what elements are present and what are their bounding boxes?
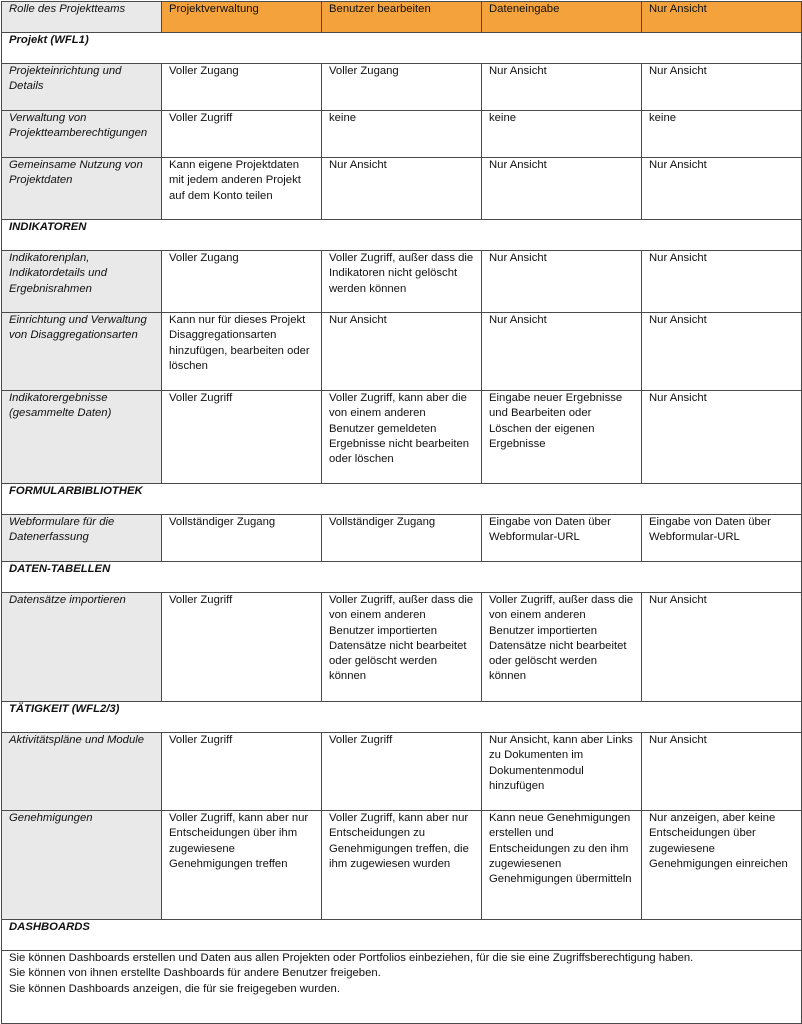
section-row	[2, 920, 802, 951]
cell-projektverwaltung: Voller Zugriff	[162, 111, 322, 158]
header-col-benutzer-bearbeiten: Benutzer bearbeiten	[322, 2, 482, 33]
cell-projektverwaltung: Voller Zugang	[162, 251, 322, 313]
cell-dateneingabe: Nur Ansicht, kann aber Links zu Dokumenten im Dokumentenmodul hinzufügen	[482, 733, 642, 811]
header-col-dateneingabe: Dateneingabe	[482, 2, 642, 33]
cell-dateneingabe: Eingabe neuer Ergebnisse und Bearbeiten oder Löschen der eigenen Ergebnisse	[482, 391, 642, 484]
cell-dateneingabe: Kann neue Genehmigungen erstellen und Entscheidungen zu den ihm zugewiesenen Genehmigungen übermitteln	[482, 811, 642, 920]
cell-nur-ansicht: Nur anzeigen, aber keine Entscheidungen über zugewiesene Genehmigungen einreichen	[642, 811, 802, 920]
cell-nur-ansicht: Nur Ansicht	[642, 64, 802, 111]
section-title-dashboards: DASHBOARDS	[2, 920, 802, 951]
cell-benutzer-bearbeiten: Voller Zugriff, außer dass die von einem anderen Benutzer importierten Datensätze nicht bearbeitet oder gelöscht werden können	[322, 593, 482, 702]
cell-projektverwaltung: Voller Zugriff	[162, 593, 322, 702]
header-col-projektverwaltung: Projektverwaltung	[162, 2, 322, 33]
table-row	[2, 593, 802, 702]
cell-nur-ansicht: keine	[642, 111, 802, 158]
cell-projektverwaltung: Vollständiger Zugang	[162, 515, 322, 562]
cell-projektverwaltung: Kann eigene Projektdaten mit jedem anderen Projekt auf dem Konto teilen	[162, 158, 322, 220]
cell-dateneingabe: keine	[482, 111, 642, 158]
cell-nur-ansicht: Nur Ansicht	[642, 733, 802, 811]
dashboards-description	[2, 951, 802, 1024]
cell-dateneingabe: Nur Ansicht	[482, 313, 642, 391]
table-row	[2, 64, 802, 111]
section-row	[2, 220, 802, 251]
dashboards-line: Sie können Dashboards erstellen und Daten aus allen Projekten oder Portfolios einbeziehen, für die sie eine Zugriffsberechtigung haben.	[9, 952, 694, 964]
section-row	[2, 562, 802, 593]
cell-benutzer-bearbeiten: Voller Zugriff, außer dass die Indikatoren nicht gelöscht werden können	[322, 251, 482, 313]
cell-dateneingabe: Eingabe von Daten über Webformular-URL	[482, 515, 642, 562]
cell-dateneingabe: Voller Zugriff, außer dass die von einem anderen Benutzer importierten Datensätze nicht bearbeitet oder gelöscht werden können	[482, 593, 642, 702]
row-label: Aktivitätspläne und Module	[2, 733, 162, 811]
table-row	[2, 111, 802, 158]
row-label: Indikatorergebnisse (gesammelte Daten)	[2, 391, 162, 484]
cell-projektverwaltung: Voller Zugriff	[162, 391, 322, 484]
dashboards-row	[2, 951, 802, 1024]
section-title-projekt: Projekt (WFL1)	[2, 33, 802, 64]
row-label: Webformulare für die Datenerfassung	[2, 515, 162, 562]
cell-projektverwaltung: Voller Zugriff	[162, 733, 322, 811]
header-row	[2, 2, 802, 33]
cell-dateneingabe: Nur Ansicht	[482, 158, 642, 220]
cell-benutzer-bearbeiten: Voller Zugriff, kann aber die von einem anderen Benutzer gemeldeten Ergebnisse nicht bearbeiten oder löschen	[322, 391, 482, 484]
cell-nur-ansicht: Nur Ansicht	[642, 251, 802, 313]
header-role: Rolle des Projektteams	[2, 2, 162, 33]
row-label: Datensätze importieren	[2, 593, 162, 702]
cell-nur-ansicht: Nur Ansicht	[642, 313, 802, 391]
cell-nur-ansicht: Nur Ansicht	[642, 391, 802, 484]
permissions-table	[1, 1, 802, 1024]
section-title-indikatoren: INDIKATOREN	[2, 220, 802, 251]
cell-nur-ansicht: Nur Ansicht	[642, 593, 802, 702]
cell-dateneingabe: Nur Ansicht	[482, 251, 642, 313]
row-label: Einrichtung und Verwaltung von Disaggregationsarten	[2, 313, 162, 391]
table-row	[2, 515, 802, 562]
row-label: Genehmigungen	[2, 811, 162, 920]
cell-benutzer-bearbeiten: Voller Zugriff	[322, 733, 482, 811]
row-label: Indikatorenplan, Indikatordetails und Ergebnisrahmen	[2, 251, 162, 313]
cell-projektverwaltung: Voller Zugang	[162, 64, 322, 111]
cell-nur-ansicht: Nur Ansicht	[642, 158, 802, 220]
cell-projektverwaltung: Voller Zugriff, kann aber nur Entscheidungen über ihm zugewiesene Genehmigungen treffen	[162, 811, 322, 920]
section-title-formularbibliothek: FORMULARBIBLIOTHEK	[2, 484, 802, 515]
table-row	[2, 733, 802, 811]
cell-dateneingabe: Nur Ansicht	[482, 64, 642, 111]
section-row	[2, 702, 802, 733]
cell-benutzer-bearbeiten: Voller Zugriff, kann aber nur Entscheidungen zu Genehmigungen treffen, die ihm zugewiesen wurden	[322, 811, 482, 920]
section-row	[2, 484, 802, 515]
cell-benutzer-bearbeiten: Nur Ansicht	[322, 313, 482, 391]
cell-projektverwaltung: Kann nur für dieses Projekt Disaggregationsarten hinzufügen, bearbeiten oder löschen	[162, 313, 322, 391]
row-label: Verwaltung von Projektteamberechtigungen	[2, 111, 162, 158]
cell-benutzer-bearbeiten: keine	[322, 111, 482, 158]
cell-benutzer-bearbeiten: Nur Ansicht	[322, 158, 482, 220]
row-label: Gemeinsame Nutzung von Projektdaten	[2, 158, 162, 220]
section-title-taetigkeit: TÄTIGKEIT (WFL2/3)	[2, 702, 802, 733]
table-row	[2, 811, 802, 920]
cell-nur-ansicht: Eingabe von Daten über Webformular-URL	[642, 515, 802, 562]
cell-benutzer-bearbeiten: Vollständiger Zugang	[322, 515, 482, 562]
cell-benutzer-bearbeiten: Voller Zugang	[322, 64, 482, 111]
section-row	[2, 33, 802, 64]
table-row	[2, 313, 802, 391]
header-col-nur-ansicht: Nur Ansicht	[642, 2, 802, 33]
table-row	[2, 251, 802, 313]
table-row	[2, 391, 802, 484]
table-row	[2, 158, 802, 220]
row-label: Projekteinrichtung und Details	[2, 64, 162, 111]
section-title-daten-tabellen: DATEN-TABELLEN	[2, 562, 802, 593]
dashboards-line: Sie können Dashboards anzeigen, die für sie freigegeben wurden.	[9, 982, 340, 995]
dashboards-line: Sie können von ihnen erstellte Dashboards für andere Benutzer freigeben.	[9, 967, 381, 980]
